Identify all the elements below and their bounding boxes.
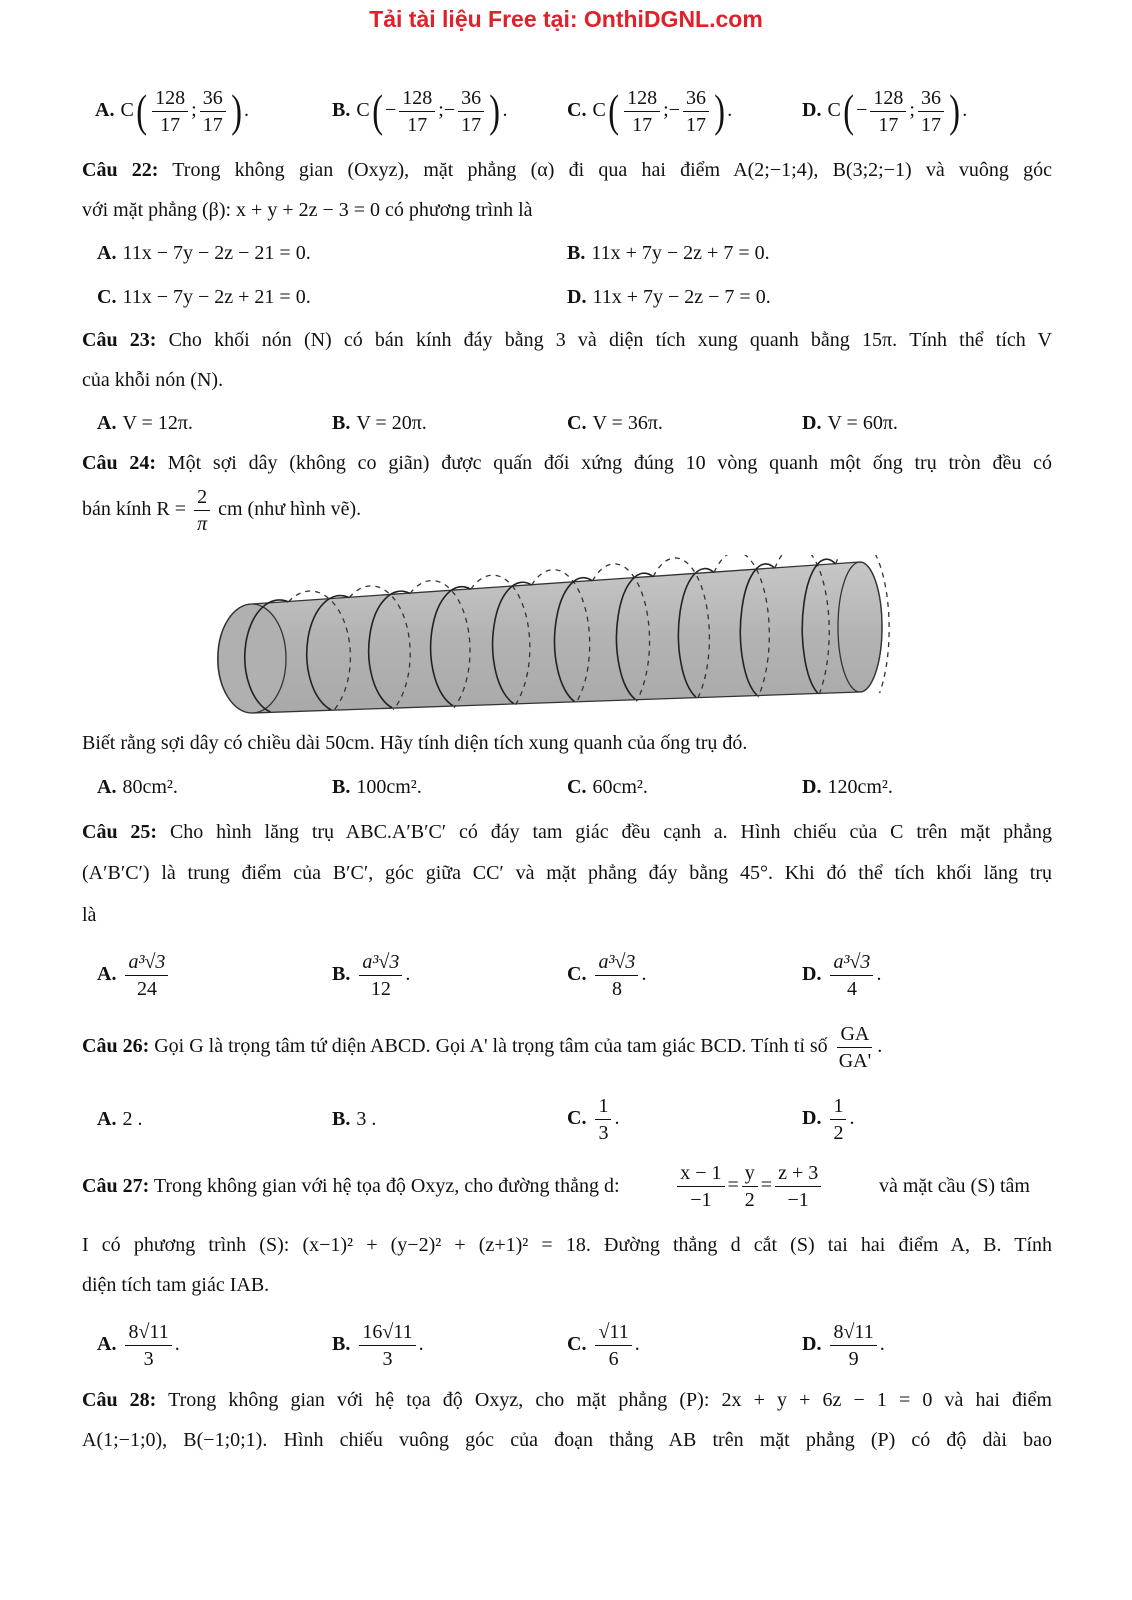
q22-line1: Câu 22: Trong không gian (Oxyz), mặt phẳng (α) đi qua hai điểm A(2;−1;4), B(3;2;−1) và vuông góc xyxy=(82,159,1052,181)
q24-line1: Câu 24: Một sợi dây (không co giãn) được quấn đối xứng đúng 10 vòng quanh một ống trụ tròn đều có xyxy=(82,452,1053,474)
q26-option-b[interactable]: B. 3 . xyxy=(332,1108,377,1130)
q26-option-c[interactable]: C. $\frac{1}{3}$ . xyxy=(567,1094,620,1144)
cylinder-body xyxy=(218,562,882,713)
q22-option-d[interactable]: D. 11x + 7y − 2z − 7 = 0. xyxy=(567,286,771,308)
q22-option-c[interactable]: C. 11x − 7y − 2z + 21 = 0. xyxy=(97,286,311,308)
q27-line2: I có phương trình (S): (x−1)² + (y−2)² + (z+1)² = 18. Đường thẳng d cắt (S) tai hai điểm A, B. Tính xyxy=(82,1234,1052,1256)
q25-option-d[interactable]: D. $\frac{\text{a³√3}}{4}$ . xyxy=(802,950,882,1000)
q22-option-a[interactable]: A. 11x − 7y − 2z − 21 = 0. xyxy=(97,242,311,264)
q24-option-a[interactable]: A. 80cm². xyxy=(97,776,178,798)
q22-option-b[interactable]: B. 11x + 7y − 2z + 7 = 0. xyxy=(567,242,770,264)
q22-line2: với mặt phẳng (β): x + y + 2z − 3 = 0 có phương trình là xyxy=(82,199,533,221)
q27-option-c[interactable]: C. $\frac{√11}{6}$ . xyxy=(567,1320,640,1370)
q25-option-a[interactable]: A. $\frac{\text{a³√3}}{24}$ xyxy=(97,944,171,1004)
q25-line1: Câu 25: Cho hình lăng trụ ABC.A′B′C′ có đáy tam giác đều cạnh a. Hình chiếu của C trên mặt phẳng xyxy=(82,821,1052,843)
q23-option-d[interactable]: D. V = 60π. xyxy=(802,412,898,434)
q27-option-d[interactable]: D. $\frac{8√11}{9}$ . xyxy=(802,1320,885,1370)
q25-option-b[interactable]: B. $\frac{\text{a³√3}}{12}$ . xyxy=(332,950,411,1000)
q21-option-a[interactable]: A. C( $\frac{128}{17}$ ; $\frac{36}{17}$ ) . xyxy=(95,85,250,137)
q26-option-d[interactable]: D. $\frac{1}{2}$ . xyxy=(802,1094,855,1144)
q28-line1: Câu 28: Trong không gian với hệ tọa độ Oxyz, cho mặt phẳng (P): 2x + y + 6z − 1 = 0 và hai điểm xyxy=(82,1389,1052,1411)
q26-stem: Câu 26: Gọi G là trọng tâm tứ diện ABCD. Gọi A' là trọng tâm của tam giác BCD. Tính tỉ số $\frac{GA}{GA'}$ . xyxy=(82,1022,883,1072)
source-banner: Tải tài liệu Free tại: OnthiDGNL.com xyxy=(369,6,763,32)
q24-option-d[interactable]: D. 120cm². xyxy=(802,776,893,798)
q26-ratio: $\frac{GA}{GA'}$ xyxy=(838,1022,872,1072)
q21-option-c[interactable]: C. C( $\frac{128}{17}$ ;− $\frac{36}{17}$ ) . xyxy=(567,85,733,137)
q27-option-b[interactable]: B. $\frac{16√11}{3}$ . xyxy=(332,1320,424,1370)
q23-option-a[interactable]: A. V = 12π. xyxy=(97,412,193,434)
q23-option-c[interactable]: C. V = 36π. xyxy=(567,412,663,434)
cylinder-figure xyxy=(210,555,900,720)
q25-line3: là xyxy=(82,904,97,926)
radius-fraction: $\frac{2}{\pi}$ xyxy=(194,486,210,535)
q27-stem: Câu 27: Trong không gian với hệ tọa độ Oxyz, cho đường thẳng d: $\frac{x - 1}{-1}$ = $\frac{y}{2}$ = $\frac{z + 3}{-1}$ và mặt cầu (S) tâm xyxy=(82,1162,1030,1211)
q24-option-b[interactable]: B. 100cm². xyxy=(332,776,422,798)
q24-option-c[interactable]: C. 60cm². xyxy=(567,776,648,798)
q24-line3: Biết rằng sợi dây có chiều dài 50cm. Hãy tính diện tích xung quanh của ống trụ đó. xyxy=(82,732,748,754)
q27-line3: diện tích tam giác IAB. xyxy=(82,1274,270,1296)
q25-line2: (A′B′C′) là trung điểm của B′C′, góc giữa CC′ và mặt phẳng đáy bằng 45°. Khi đó thể tích khối lăng trụ xyxy=(82,862,1052,884)
q25-option-c[interactable]: C. $\frac{\text{a³√3}}{8}$ . xyxy=(567,950,647,1000)
q24-line2: bán kính R = $\frac{2}{\pi}$ cm (như hình vẽ). xyxy=(82,486,362,535)
q27-option-a[interactable]: A. $\frac{8√11}{3}$ . xyxy=(97,1320,180,1370)
q21-option-d[interactable]: D. C( − $\frac{128}{17}$ ; $\frac{36}{17}$ ) . xyxy=(802,85,968,137)
q28-line2: A(1;−1;0), B(−1;0;1). Hình chiếu vuông góc của đoạn thẳng AB trên mặt phẳng (P) có độ dài bao xyxy=(82,1429,1052,1451)
q23-option-b[interactable]: B. V = 20π. xyxy=(332,412,427,434)
q23-line2: của khỗi nón (N). xyxy=(82,369,224,391)
q23-line1: Câu 23: Cho khối nón (N) có bán kính đáy bằng 3 và diện tích xung quanh bằng 15π. Tính thể tích V xyxy=(82,329,1052,351)
q21-option-b[interactable]: B. C( − $\frac{128}{17}$ ;− $\frac{36}{17}$ ) . xyxy=(332,85,508,137)
q26-option-a[interactable]: A. 2 . xyxy=(97,1108,143,1130)
